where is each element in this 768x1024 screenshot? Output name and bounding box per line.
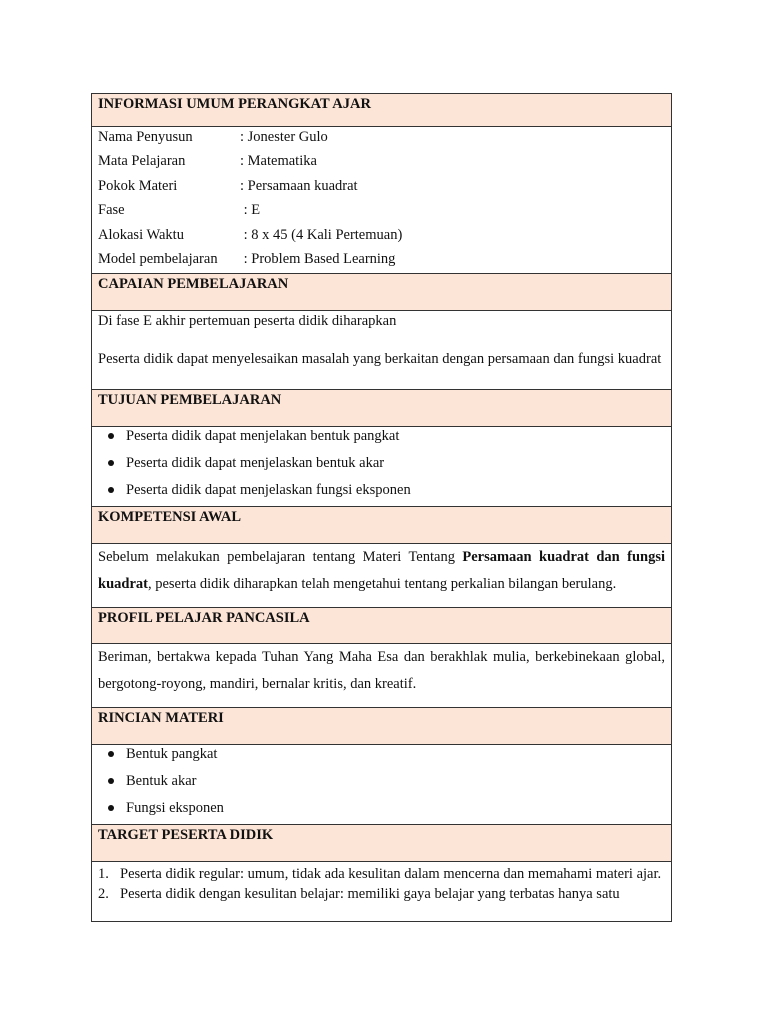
- profil-body: [92, 644, 671, 708]
- info-value: : Matematika: [240, 153, 317, 170]
- info-label: Pokok Materi: [98, 177, 178, 194]
- list-item: Fungsi eksponen: [98, 799, 665, 826]
- capaian-text: Peserta didik dapat menyelesaikan masalah yang berkaitan dengan persamaan dan fungsi kuadrat: [98, 351, 662, 367]
- tujuan-body: [92, 427, 671, 507]
- list-item: Bentuk pangkat: [98, 745, 665, 772]
- info-value: : Jonester Gulo: [240, 129, 328, 145]
- info-label: Fase: [98, 202, 125, 219]
- teaching-module-table: [91, 93, 672, 922]
- info-row-nama-penyusun: [98, 127, 665, 151]
- list-item: Peserta didik dapat menjelakan bentuk pangkat: [98, 427, 665, 454]
- kompetensi-text: [98, 544, 665, 598]
- rincian-body: [92, 745, 671, 825]
- info-row-pokok-materi: [98, 176, 665, 200]
- section-heading-kompetensi: KOMPETENSI AWAL: [92, 507, 671, 544]
- section-heading-informasi: INFORMASI UMUM PERANGKAT AJAR: [92, 94, 671, 127]
- list-item: [98, 864, 665, 884]
- list-number: 2.: [98, 886, 109, 902]
- capaian-body: [92, 311, 671, 390]
- list-item-text: Peserta didik dengan kesulitan belajar: memiliki gaya belajar yang terbatas hanya satu: [120, 886, 620, 902]
- info-value: : Persamaan kuadrat: [240, 177, 358, 194]
- info-row-mata-pelajaran: [98, 151, 665, 175]
- info-label: Alokasi Waktu: [98, 226, 184, 243]
- list-number: 1.: [98, 866, 109, 882]
- profil-text: Beriman, bertakwa kepada Tuhan Yang Maha Esa dan berakhlak mulia, berkebinekaan global, bergotong-royong, mandiri, bernalar kritis, dan kreatif.: [98, 649, 665, 692]
- section-heading-tujuan: TUJUAN PEMBELAJARAN: [92, 390, 671, 427]
- info-label: Nama Penyusun: [98, 129, 193, 145]
- tujuan-list: [98, 427, 665, 508]
- informasi-body: [92, 127, 671, 274]
- target-list: [98, 864, 665, 904]
- capaian-intro: Di fase E akhir pertemuan peserta didik diharapkan: [98, 313, 397, 329]
- section-heading-profil: PROFIL PELAJAR PANCASILA: [92, 608, 671, 644]
- list-item: Peserta didik dapat menjelaskan bentuk akar: [98, 454, 665, 481]
- section-heading-target: TARGET PESERTA DIDIK: [92, 825, 671, 862]
- list-item: Bentuk akar: [98, 772, 665, 799]
- info-label: Model pembelajaran: [98, 250, 218, 267]
- kompetensi-text-bold: Persamaan kuadrat dan fungsi kuadrat: [98, 549, 666, 592]
- kompetensi-body: [92, 544, 671, 608]
- section-heading-capaian: CAPAIAN PEMBELAJARAN: [92, 274, 671, 311]
- list-item: [98, 884, 665, 904]
- info-value: : 8 x 45 (4 Kali Pertemuan): [240, 226, 403, 243]
- info-row-fase: [98, 200, 665, 224]
- info-row-alokasi-waktu: [98, 225, 665, 249]
- kompetensi-text-after: , peserta didik diharapkan telah mengetahui tentang perkalian bilangan berulang.: [147, 576, 617, 592]
- info-value: : E: [240, 202, 261, 219]
- info-label: Mata Pelajaran: [98, 153, 186, 170]
- info-row-model-pembelajaran: [98, 249, 665, 273]
- section-heading-rincian: RINCIAN MATERI: [92, 708, 671, 745]
- list-item: Peserta didik dapat menjelaskan fungsi eksponen: [98, 481, 665, 508]
- target-body: [92, 862, 671, 921]
- list-item-text: Peserta didik regular: umum, tidak ada kesulitan dalam mencerna dan memahami materi ajar.: [120, 866, 662, 882]
- kompetensi-text-before: Sebelum melakukan pembelajaran tentang Materi Tentang: [98, 549, 463, 565]
- info-value: : Problem Based Learning: [240, 250, 396, 267]
- rincian-list: [98, 745, 665, 826]
